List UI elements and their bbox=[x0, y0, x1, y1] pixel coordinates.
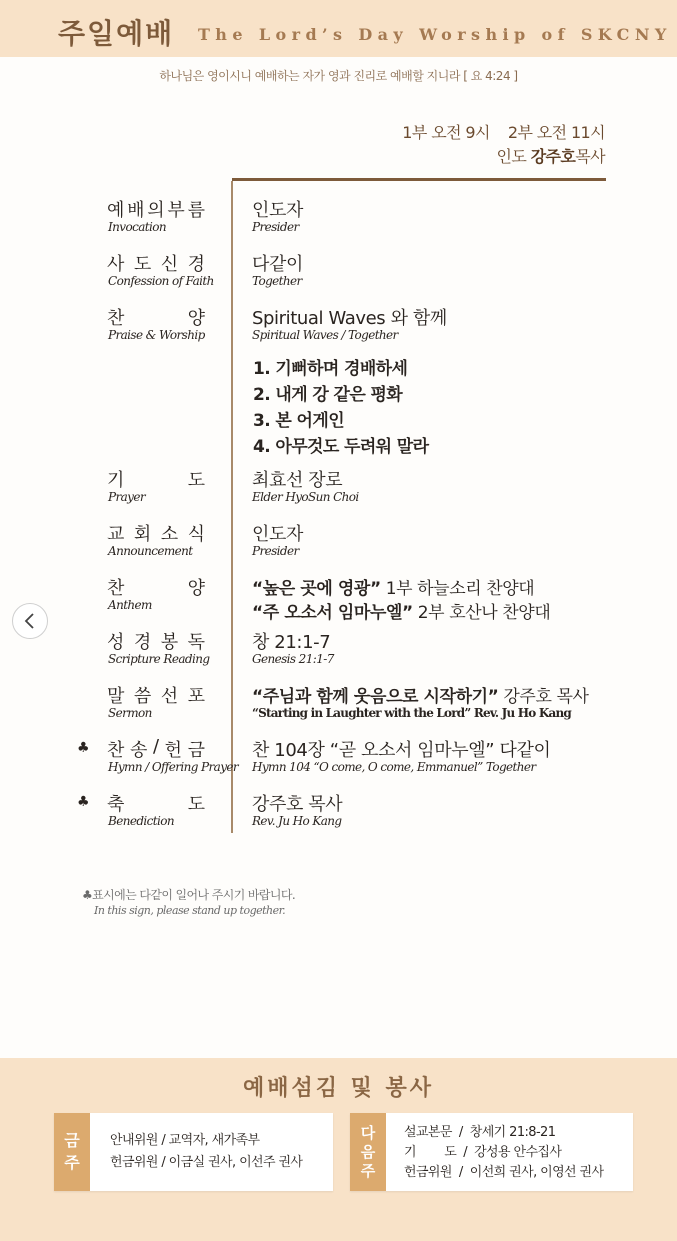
club-icon: ♣ bbox=[77, 794, 90, 810]
order-label-en: Anthem bbox=[108, 598, 152, 612]
order-value-en: Rev. Ju Ho Kang bbox=[252, 814, 342, 828]
order-label-ko: 축 도 bbox=[107, 794, 205, 815]
scripture-verse: 하나님은 영이시니 예배하는 자가 영과 진리로 예배할 지니라 [ 요 4:24 ] bbox=[159, 69, 518, 83]
song-item: 1. 기뻐하며 경배하세 bbox=[253, 359, 408, 379]
order-label-en: Confession of Faith bbox=[108, 274, 214, 288]
order-label-en: Prayer bbox=[108, 490, 145, 504]
service-first: 1부 오전 9시 bbox=[402, 123, 490, 142]
order-value-ko: 최효선 장로 bbox=[252, 470, 343, 491]
order-label-ko: 사 도 신 경 bbox=[107, 254, 205, 275]
club-icon: ♣ bbox=[77, 740, 90, 756]
order-label-ko: 성 경 봉 독 bbox=[107, 632, 205, 653]
next-week-tag: 다 음 주 bbox=[350, 1113, 386, 1191]
anthem-line-1 bbox=[252, 574, 534, 599]
sermon-title: “주님과 함께 웃음으로 시작하기” bbox=[252, 687, 499, 707]
order-value-en: Hymn 104 “O come, O come, Emmanuel” Together bbox=[252, 760, 536, 774]
order-label-ko: 찬 양 bbox=[107, 578, 205, 599]
order-value-ko: 찬 104장 “곧 오소서 임마누엘” 다같이 bbox=[252, 740, 551, 761]
order-value-ko: 인도자 bbox=[252, 524, 303, 545]
order-label-en: Invocation bbox=[108, 220, 166, 234]
service-second: 2부 오전 11시 bbox=[507, 123, 605, 142]
order-value-en: Together bbox=[252, 274, 302, 288]
next-week-line: 설교본문 / 창세기 21:8-21 bbox=[404, 1125, 556, 1140]
anthem-choir-1: 1부 하늘소리 찬양대 bbox=[380, 579, 535, 599]
song-list bbox=[253, 356, 428, 460]
order-label-ko: 말 씀 선 포 bbox=[107, 686, 205, 707]
service-footer bbox=[0, 1058, 677, 1241]
order-label-en: Benediction bbox=[108, 814, 175, 828]
order-value-en: Spiritual Waves / Together bbox=[252, 328, 398, 342]
next-week-lines bbox=[404, 1123, 603, 1183]
order-label-en: Hymn / Offering Prayer bbox=[108, 760, 239, 774]
stand-note-english: In this sign, please stand up together. bbox=[94, 904, 286, 917]
this-week-line: 안내위원 / 교역자, 새가족부 bbox=[110, 1133, 260, 1148]
leader-title: 목사 bbox=[575, 147, 605, 166]
order-label-ko: 예 배 의 부 름 bbox=[107, 200, 205, 221]
this-week-line: 헌금위원 / 이금실 권사, 이선주 권사 bbox=[110, 1155, 303, 1170]
order-value-ko: Spiritual Waves 와 함께 bbox=[252, 308, 447, 329]
song-item: 3. 본 어게인 bbox=[253, 411, 345, 431]
footer-title: 예배섬김 및 봉사 bbox=[242, 1076, 435, 1101]
song-item: 2. 내게 강 같은 평화 bbox=[253, 385, 403, 405]
order-label-ko: 찬 송 / 헌 금 bbox=[107, 736, 205, 761]
order-label-en: Scripture Reading bbox=[108, 652, 210, 666]
stand-note: ♣표시에는 다같이 일어나 주시기 바랍니다. bbox=[82, 888, 296, 902]
anthem-line-2 bbox=[252, 598, 550, 623]
order-value-ko: 강주호 목사 bbox=[252, 794, 343, 815]
anthem-title-1: “높은 곳에 영광” bbox=[252, 579, 381, 599]
order-value-ko: 창 21:1-7 bbox=[252, 632, 331, 653]
next-week-card bbox=[350, 1113, 633, 1191]
page-title-english: The Lord’s Day Worship of SKCNY bbox=[198, 25, 672, 44]
order-label-en: Praise & Worship bbox=[108, 328, 205, 342]
order-value-en: Elder HyoSun Choi bbox=[252, 490, 359, 504]
order-label-ko: 찬 양 bbox=[107, 308, 205, 329]
this-week-lines bbox=[110, 1130, 302, 1174]
next-week-line: 기 도 / 강성용 안수집사 bbox=[404, 1145, 562, 1160]
order-value-en: Presider bbox=[252, 544, 299, 558]
divider-vertical bbox=[231, 181, 233, 833]
chevron-left-icon bbox=[23, 612, 37, 630]
order-label-en: Announcement bbox=[108, 544, 193, 558]
leader-name: 강주호 bbox=[530, 147, 576, 166]
order-label-ko: 교 회 소 식 bbox=[107, 524, 205, 545]
sermon-line bbox=[252, 682, 589, 707]
next-week-line: 헌금위원 / 이선희 권사, 이영선 권사 bbox=[404, 1165, 604, 1180]
this-week-card bbox=[54, 1113, 333, 1191]
this-week-tag: 금 주 bbox=[54, 1113, 90, 1191]
service-times bbox=[402, 121, 605, 169]
leader-role: 인도 bbox=[496, 147, 527, 166]
page-title: 주일예배 bbox=[58, 17, 175, 50]
anthem-choir-2: 2부 호산나 찬양대 bbox=[412, 603, 551, 623]
order-value-en: “Starting in Laughter with the Lord” Rev. Ju Ho Kang bbox=[252, 706, 571, 720]
order-label-en: Sermon bbox=[108, 706, 152, 720]
order-value-ko: 인도자 bbox=[252, 200, 303, 221]
order-value-en: Presider bbox=[252, 220, 299, 234]
anthem-title-2: “주 오소서 임마누엘” bbox=[252, 603, 413, 623]
order-label-ko: 기 도 bbox=[107, 470, 205, 491]
divider-horizontal bbox=[232, 178, 606, 181]
header-bar bbox=[0, 0, 677, 57]
order-value-ko: 다같이 bbox=[252, 254, 303, 275]
sermon-speaker: 강주호 목사 bbox=[498, 687, 589, 707]
order-value-en: Genesis 21:1-7 bbox=[252, 652, 334, 666]
prev-page-button[interactable] bbox=[12, 603, 48, 639]
song-item: 4. 아무것도 두려워 말라 bbox=[253, 437, 429, 457]
